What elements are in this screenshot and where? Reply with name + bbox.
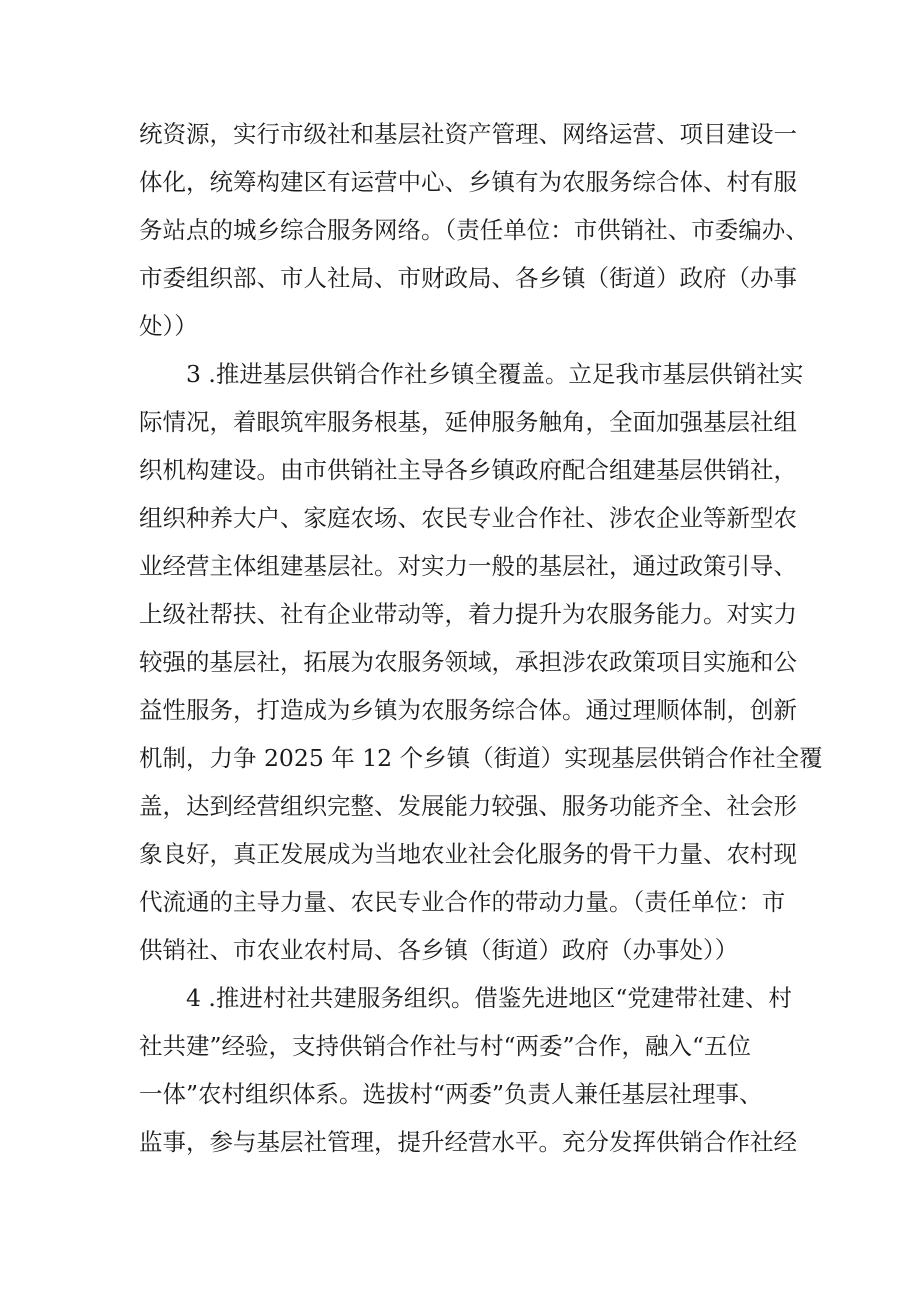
text-line: 统资源，实行市级社和基层社资产管理、网络运营、项目建设一 — [139, 120, 797, 148]
text-line: 体化，统筹构建区有运营中心、乡镇有为农服务综合体、村有服 — [139, 168, 797, 196]
text-line: 务站点的城乡综合服务网络。（责任单位：市供销社、市委编办、 — [139, 216, 809, 244]
text-line: 处）） — [139, 312, 198, 340]
text-line: 监事，参与基层社管理，提升经营水平。充分发挥供销合作社经 — [139, 1128, 797, 1156]
text-line: 组织种养大户、家庭农场、农民专业合作社、涉农企业等新型农 — [139, 504, 797, 532]
text-line: 益性服务，打造成为乡镇为农服务综合体。通过理顺体制，创新 — [139, 696, 797, 724]
text-line: 盖，达到经营组织完整、发展能力较强、服务功能齐全、社会形 — [139, 792, 797, 820]
text-line: 际情况，着眼筑牢服务根基，延伸服务触角，全面加强基层社组 — [139, 408, 797, 436]
text-line: 较强的基层社，拓展为农服务领域，承担涉农政策项目实施和公 — [139, 648, 797, 676]
text-line: 织机构建设。由市供销社主导各乡镇政府配合组建基层供销社， — [139, 456, 797, 484]
paragraph-3-first-line: 3 .推进基层供销合作社乡镇全覆盖。立足我市基层供销社实 — [186, 360, 804, 388]
text-line: 市委组织部、市人社局、市财政局、各乡镇（街道）政府（办事 — [139, 264, 797, 292]
paragraph-4-first-line: 4 .推进村社共建服务组织。借鉴先进地区“党建带社建、村 — [186, 984, 792, 1012]
text-line: 供销社、市农业农村局、各乡镇（街道）政府（办事处）） — [139, 936, 739, 964]
text-line: 象良好，真正发展成为当地农业社会化服务的骨干力量、农村现 — [139, 840, 797, 868]
text-line: 代流通的主导力量、农民专业合作的带动力量。（责任单位：市 — [139, 888, 786, 916]
text-line: 机制，力争 2025 年 12 个乡镇（街道）实现基层供销合作社全覆 — [139, 744, 823, 772]
text-line: 社共建”经验，支持供销合作社与村“两委”合作，融入“五位 — [139, 1032, 752, 1060]
text-line: 上级社帮扶、社有企业带动等，着力提升为农服务能力。对实力 — [139, 600, 797, 628]
text-line: 一体”农村组织体系。选拔村“两委”负责人兼任基层社理事、 — [139, 1080, 763, 1108]
text-line: 业经营主体组建基层社。对实力一般的基层社，通过政策引导、 — [139, 552, 797, 580]
